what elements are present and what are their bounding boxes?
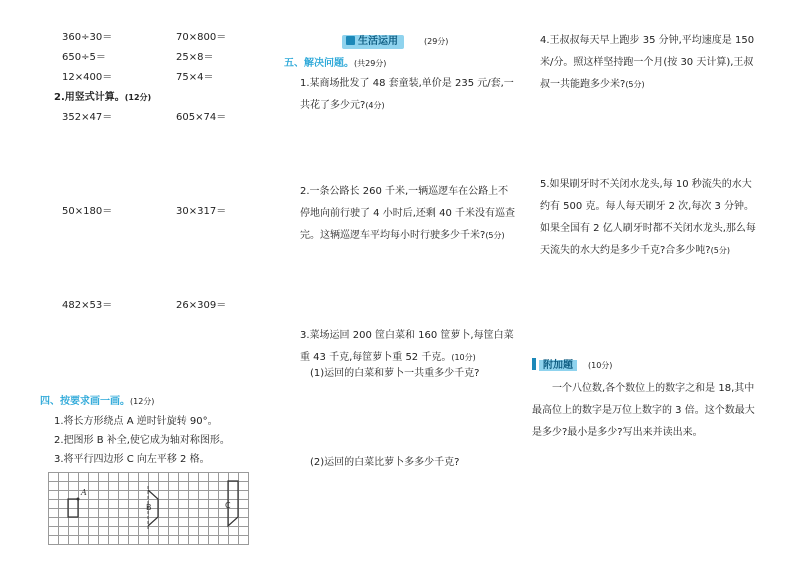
oral-2-a: 650÷5＝ — [62, 52, 106, 63]
written-calc-title-text: 2.用竖式计算。 — [54, 92, 125, 103]
written-item-4: 30×317＝ — [176, 206, 227, 217]
problem-4-points: (5分) — [625, 80, 645, 89]
problem-3-question-1: (1)运回的白菜和萝卜一共重多少千克? — [310, 368, 480, 379]
bonus-heading — [532, 358, 577, 374]
section-4-points: (12分) — [130, 397, 155, 406]
section-4-title: 四、按要求画一画。 — [40, 396, 130, 407]
written-item-3: 50×180＝ — [62, 206, 113, 217]
draw-task-1: 1.将长方形绕点 A 逆时针旋转 90°。 — [54, 416, 218, 427]
problem-5-points: (5分) — [710, 246, 730, 255]
problem-3-points: (10分) — [451, 353, 476, 362]
life-application-badge — [342, 35, 404, 49]
problem-1 — [300, 73, 515, 117]
section-5-title: 五、解决问题。 — [284, 58, 354, 69]
problem-3 — [300, 325, 515, 369]
section-4-heading — [40, 394, 154, 410]
oral-1-a: 360÷30＝ — [62, 32, 113, 43]
written-item-1: 352×47＝ — [62, 112, 113, 123]
problem-4-text: 4.王叔叔每天早上跑步 35 分钟,平均速度是 150 米/分。照这样坚持跑一个月(按 30 天计算),王叔叔一共能跑多少米? — [540, 35, 755, 90]
written-item-5: 482×53＝ — [62, 300, 113, 311]
bonus-title: 附加题 — [539, 360, 577, 371]
written-item-2: 605×74＝ — [176, 112, 227, 123]
bonus-points: (10分) — [588, 361, 613, 370]
written-calc-title — [54, 90, 151, 106]
oral-2-b: 25×8＝ — [176, 52, 214, 63]
oral-3-b: 75×4＝ — [176, 72, 214, 83]
life-points: (29分) — [424, 37, 449, 46]
written-item-6: 26×309＝ — [176, 300, 227, 311]
problem-3-question-2: (2)运回的白菜比萝卜多多少千克? — [310, 457, 460, 468]
oral-1-b: 70×800＝ — [176, 32, 227, 43]
bonus-marker-icon — [532, 358, 536, 370]
problem-3-text: 3.菜场运回 200 筐白菜和 160 筐萝卜,每筐白菜重 43 千克,每筐萝卜重 52 千克。 — [300, 330, 514, 363]
life-application-label: 生活运用 — [358, 36, 398, 47]
point-a — [77, 498, 80, 501]
label-b: B — [146, 503, 152, 512]
problem-1-points: (4分) — [365, 101, 385, 110]
drawing-grid — [48, 472, 249, 545]
problem-5-text: 5.如果刷牙时不关闭水龙头,每 10 秒流失的水大约有 500 克。每人每天刷牙 2 次,每次 3 分钟。如果全国有 2 亿人刷牙时都不关闭水龙头,那么每天流失的水大约是多少千克?合多少吨? — [540, 179, 756, 256]
problem-2-points: (5分) — [485, 231, 505, 240]
problem-4 — [540, 30, 758, 96]
draw-task-2: 2.把图形 B 补全,使它成为轴对称图形。 — [54, 435, 230, 446]
written-calc-points: (12分) — [124, 93, 152, 102]
section-5-heading — [284, 56, 386, 72]
rectangle-figure — [68, 499, 78, 517]
problem-5 — [540, 174, 758, 262]
label-c: C — [225, 501, 231, 510]
problem-2-text: 2.一条公路长 260 千米,一辆巡逻车在公路上不停地向前行驶了 4 小时后,还剩 40 千米没有巡查完。这辆巡逻车平均每小时行驶多少千米? — [300, 186, 515, 241]
draw-task-3: 3.将平行四边形 C 向左平移 2 格。 — [54, 454, 210, 465]
section-5-points: (共29分) — [354, 59, 387, 68]
bonus-question: 一个八位数,各个数位上的数字之和是 18,其中最高位上的数字是万位上数字的 3 倍。这个数最大是多少?最小是多少?写出来并读出来。 — [532, 383, 755, 438]
book-icon — [346, 36, 355, 45]
problem-2 — [300, 181, 515, 247]
grid-figures — [48, 472, 249, 545]
label-a: A — [81, 488, 87, 497]
problem-1-text: 1.某商场批发了 48 套童装,单价是 235 元/套,一共花了多少元? — [300, 78, 514, 111]
oral-3-a: 12×400＝ — [62, 72, 113, 83]
